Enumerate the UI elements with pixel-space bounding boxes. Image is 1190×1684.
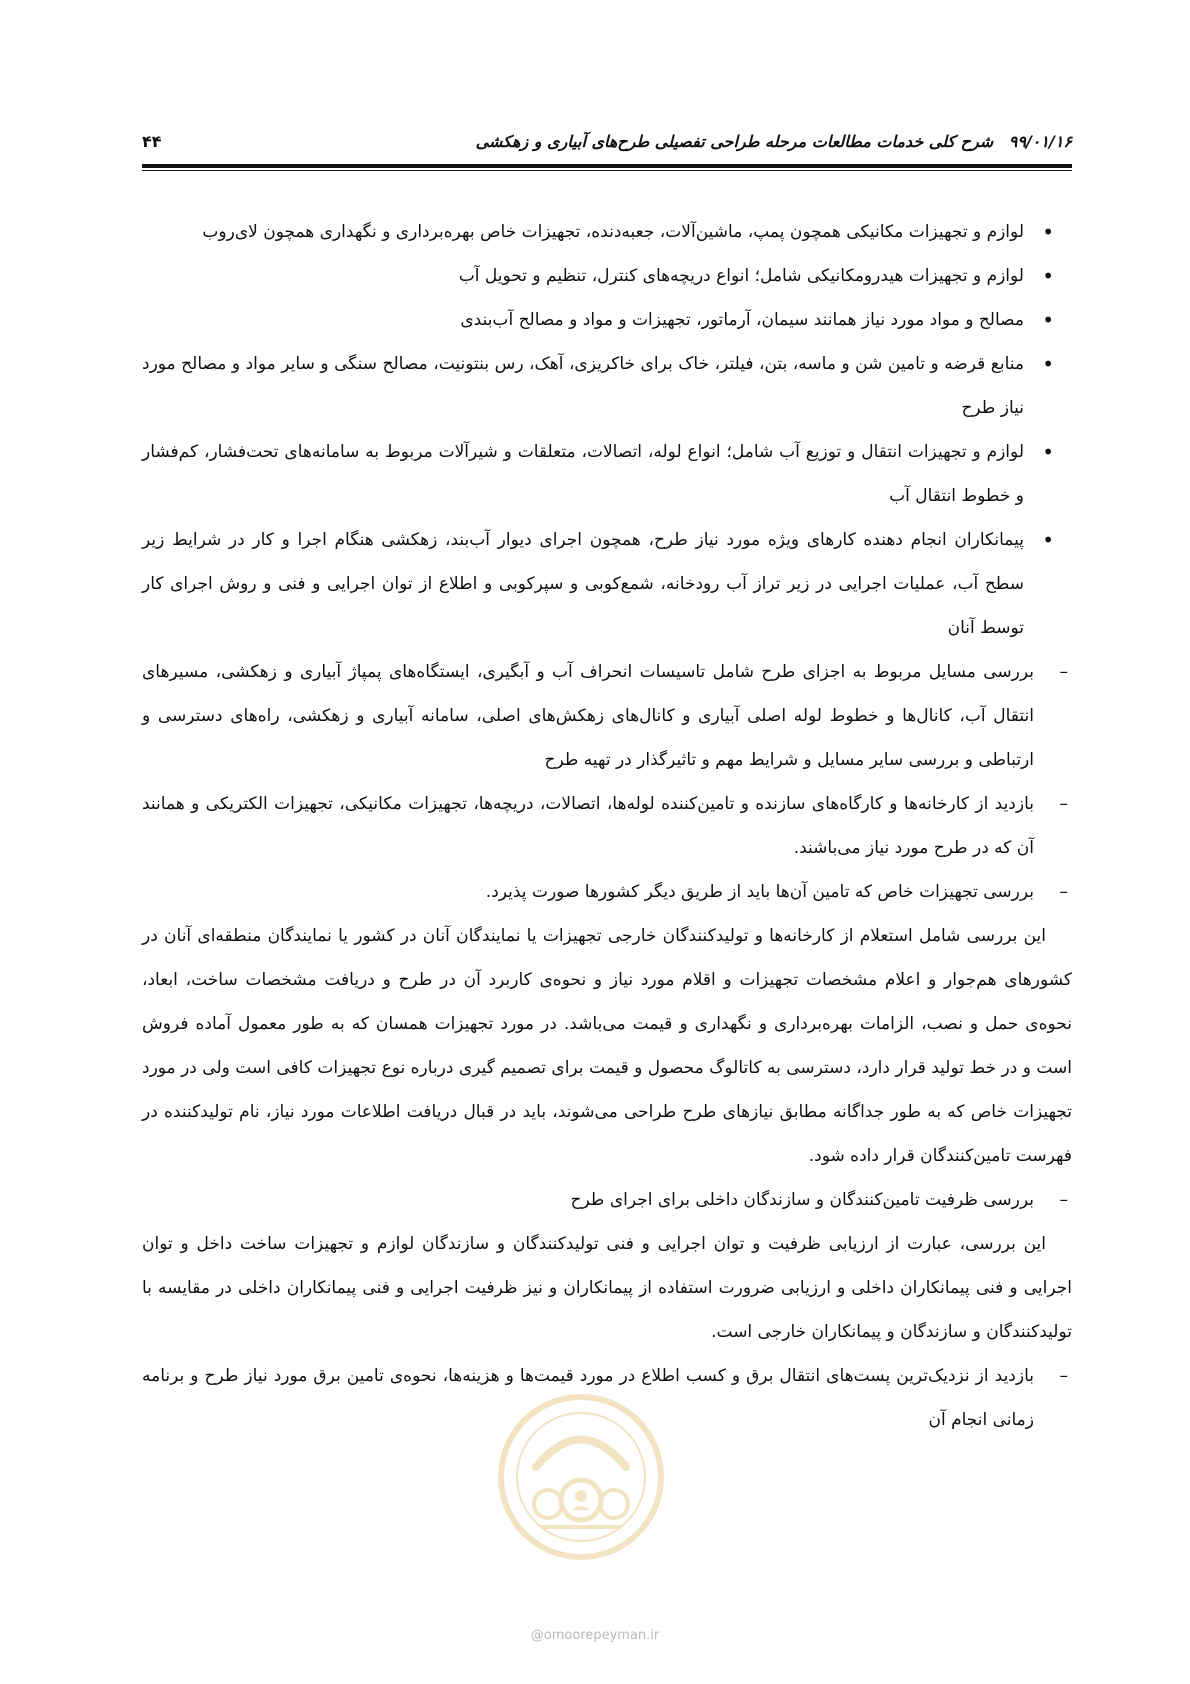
dash-list-2 [142,1178,1072,1222]
page-number: ۴۴ [142,132,162,151]
header-rule-thick [142,164,1072,168]
dash-list-3 [142,1354,1072,1442]
dash-item: – بازدید از کارخانه‌ها و کارگاه‌های سازنده و تامین‌کننده لوله‌ها، اتصالات، دریچه‌ها، تجهیزات مکانیکی، تجهیزات الکتریکی و همانند آن که در طرح مورد نیاز می‌باشند. [142,782,1072,870]
bullet-item: • لوازم و تجهیزات مکانیکی همچون پمپ، ماشین‌آلات، جعبه‌دنده، تجهیزات خاص بهره‌برداری و نگهداری همچون لای‌روب [142,210,1072,254]
header-title-line [476,132,1072,151]
bullet-item: • مصالح و مواد مورد نیاز همانند سیمان، آرماتور، تجهیزات و مواد و مصالح آب‌بندی [142,298,1072,342]
header-date: ۹۹/۰۱/۱۶ [1008,132,1072,151]
body-paragraph-2: این بررسی، عبارت از ارزیابی ظرفیت و توان اجرایی و فنی تولیدکنندگان و سازندگان لوازم و تجهیزات ساخت داخل و توان اجرایی و فنی پیمانکاران داخلی و ارزیابی ضرورت استفاده از پیمانکاران و نیز ظرفیت اجرایی و فنی پیمانکاران داخلی در مقایسه با تولیدکنندگان و سازندگان و پیمانکاران خارجی است. [142,1234,1072,1342]
bullet-item: • لوازم و تجهیزات انتقال و توزیع آب شامل؛ انواع لوله، اتصالات، متعلقات و شیرآلات مربوط به سامانه‌های تحت‌فشار، کم‌فشار و خطوط انتقال آب [142,430,1072,518]
footer-site-url: @omoorepeyman.ir [530,1628,660,1643]
header-title: شرح کلی خدمات مطالعات مرحله طراحی تفصیلی طرح‌های آبیاری و زهکشی [475,132,994,151]
dash-item: – بازدید از نزدیک‌ترین پست‌های انتقال برق و کسب اطلاع در مورد قیمت‌ها و هزینه‌ها، نحوه‌ی تامین برق مورد نیاز طرح و برنامه زمانی انجام آن [142,1354,1072,1442]
dash-item: – بررسی تجهیزات خاص که تامین آن‌ها باید از طریق دیگر کشورها صورت پذیرد. [142,870,1072,914]
dash-item: – بررسی ظرفیت تامین‌کنندگان و سازندگان داخلی برای اجرای طرح [142,1178,1072,1222]
page-header [142,128,1072,156]
bullet-item: • لوازم و تجهیزات هیدرومکانیکی شامل؛ انواع دریچه‌های کنترل، تنظیم و تحویل آب [142,254,1072,298]
header-rule-thin [142,170,1072,171]
bullet-list [142,210,1072,650]
dash-list-1 [142,650,1072,914]
bullet-item: • پیمانکاران انجام دهنده کارهای ویژه مورد نیاز طرح، همچون اجرای دیوار آب‌بند، زهکشی هنگام اجرا و کار در شرایط زیر سطح آب، عملیات اجرایی در زیر تراز آب رودخانه، شمع‌کوبی و سپرکوبی و اطلاع از توان اجرایی و فنی و روش اجرای کار توسط آنان [142,518,1072,650]
dash-item: – بررسی مسایل مربوط به اجزای طرح شامل تاسیسات انحراف آب و آبگیری، ایستگاه‌های پمپاژ آبیاری و زهکشی، مسیرهای انتقال آب، کانال‌ها و خطوط لوله اصلی آبیاری و کانال‌های زهکش‌های اصلی، سامانه آبیاری و زهکشی، راه‌های دسترسی و ارتباطی و بررسی سایر مسایل و شرایط مهم و تاثیرگذار در تهیه طرح [142,650,1072,782]
bullet-item: • منابع قرضه و تامین شن و ماسه، بتن، فیلتر، خاک برای خاکریزی، آهک، رس بنتونیت، مصالح سنگی و سایر مواد و مصالح مورد نیاز طرح [142,342,1072,430]
document-body [142,210,1072,1442]
body-paragraph-1: این بررسی شامل استعلام از کارخانه‌ها و تولیدکنندگان خارجی تجهیزات یا نمایندگان آنان در کشور یا نمایندگان منطقه‌ای آنان در کشورهای هم‌جوار و اعلام مشخصات تجهیزات و اقلام مورد نیاز و نحوه‌ی کاربرد آن در طرح و دریافت مشخصات ساخت، ابعاد، نحوه‌ی حمل و نصب، الزامات بهره‌برداری و نگهداری و قیمت می‌باشد. در مورد تجهیزات همسان که به طور معمول آماده فروش است و در خط تولید قرار دارد، دسترسی به کاتالوگ محصول و قیمت برای تصمیم گیری درباره نوع تجهیزات کافی است ولی در مورد تجهیزات خاص که به طور جداگانه مطابق نیازهای طرح طراحی می‌شوند، باید در قبال دریافت اطلاعات مورد نیاز، نام تولیدکننده در فهرست تامین‌کنندگان قرار داده شود. [142,926,1072,1166]
